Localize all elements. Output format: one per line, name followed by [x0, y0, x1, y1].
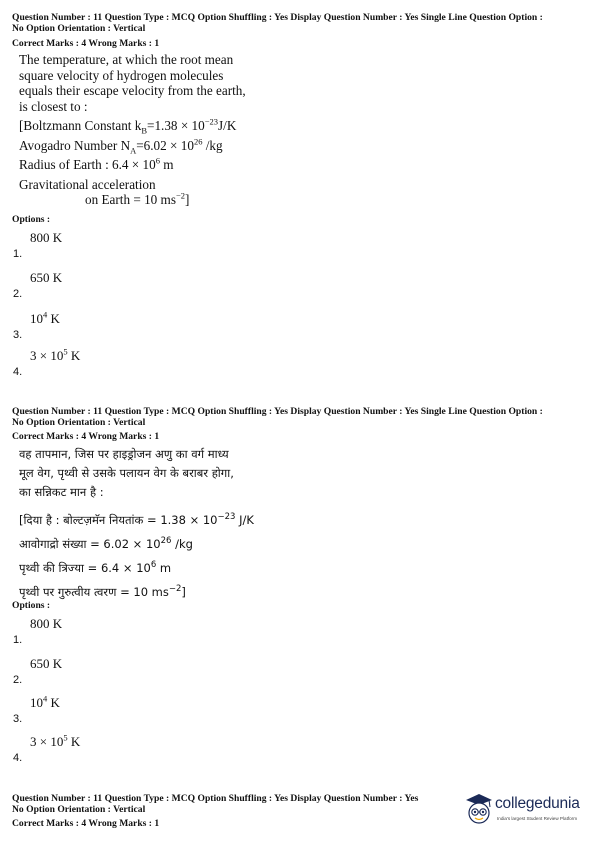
option-2[interactable]	[13, 656, 213, 686]
header-line-1: Question Number : 11 Question Type : MCQ Option Shuffling : Yes Display Question Number : Yes	[12, 793, 419, 804]
options-label: Options :	[12, 600, 51, 611]
gravity-line: पृथ्वी पर गुरुत्वीय त्वरण = 10 $ms^{-2}$]	[19, 584, 186, 599]
avogadro-line: Avogadro Number $N_A=6.02 \times 10^{26}$ /kg	[19, 136, 223, 156]
question-text-english	[19, 52, 246, 208]
option-value: $10^4$ K	[30, 693, 60, 710]
question-line: The temperature, at which the root mean	[19, 52, 234, 67]
option-number: 1.	[13, 248, 23, 260]
header-line-2: No Option Orientation : Vertical	[12, 804, 146, 815]
option-3[interactable]	[13, 695, 213, 725]
avogadro-line: आवोगाद्रो संख्या = $6.02 \times 10^{26}$ /kg	[19, 536, 193, 551]
logo-wordmark: collegedunia	[495, 795, 580, 812]
mascot-icon	[463, 791, 495, 827]
question-line: का सन्निकट मान है :	[19, 485, 104, 499]
question-text-hindi	[19, 445, 254, 604]
option-value: 650 K	[30, 656, 63, 671]
radius-line: Radius of Earth : $6.4 \times 10^6$ m	[19, 155, 174, 172]
question-line: is closest to :	[19, 98, 88, 114]
option-4[interactable]	[13, 734, 213, 764]
option-number: 3.	[13, 329, 23, 341]
option-value: 800 K	[30, 616, 63, 631]
gravity-line-1: Gravitational acceleration	[19, 176, 156, 192]
question-line: equals their escape velocity from the earth,	[19, 83, 246, 98]
option-2[interactable]	[13, 270, 213, 300]
marks-line: Correct Marks : 4 Wrong Marks : 1	[12, 818, 160, 829]
radius-line: पृथ्वी की त्रिज्या = $6.4 \times 10^6$ m	[19, 560, 172, 575]
header-line-1: Question Number : 11 Question Type : MCQ Option Shuffling : Yes Display Question Number : Yes Single Line Question Option :	[12, 12, 543, 23]
option-number: 2.	[13, 288, 23, 300]
option-1[interactable]	[13, 616, 213, 646]
question-line: square velocity of hydrogen molecules	[19, 67, 224, 83]
logo-tagline: India's largest Student Review Platform	[497, 816, 578, 821]
question-line: मूल वेग, पृथ्वी से उसके पलायन वेग के बराबर होगा,	[19, 466, 234, 480]
marks-line: Correct Marks : 4 Wrong Marks : 1	[12, 431, 160, 442]
option-value: 650 K	[30, 270, 63, 285]
option-1[interactable]	[13, 230, 213, 260]
gravity-line-2: on Earth = 10 $ms^{-2}$]	[85, 190, 190, 207]
question-line: वह तापमान, जिस पर हाइड्रोजन अणु का वर्ग माध्य	[19, 447, 229, 461]
header-line-2: No Option Orientation : Vertical	[12, 417, 146, 428]
question-header	[12, 12, 587, 34]
option-3[interactable]	[13, 311, 213, 341]
option-value: $3 \times 10^5$ K	[30, 732, 81, 749]
boltzmann-line: [Boltzmann Constant $k_B=1.38 \times 10^{-23}J/K$	[19, 116, 237, 136]
collegedunia-logo	[463, 789, 588, 831]
question-header	[12, 406, 587, 428]
option-number: 4.	[13, 366, 23, 378]
header-line-1: Question Number : 11 Question Type : MCQ Option Shuffling : Yes Display Question Number : Yes Single Line Question Option :	[12, 406, 543, 417]
option-number: 2.	[13, 674, 23, 686]
option-value: 800 K	[30, 230, 63, 245]
marks-line: Correct Marks : 4 Wrong Marks : 1	[12, 38, 160, 49]
option-4[interactable]	[13, 348, 213, 378]
option-value: $10^4$ K	[30, 309, 60, 326]
boltzmann-line: [दिया है : बोल्टज़मॅन नियतांक = $1.38 \times 10^{-23}$ J/K	[19, 512, 254, 527]
option-number: 3.	[13, 713, 23, 725]
header-line-2: No Option Orientation : Vertical	[12, 23, 146, 34]
option-value: $3 \times 10^5$ K	[30, 346, 81, 363]
option-number: 1.	[13, 634, 23, 646]
option-number: 4.	[13, 752, 23, 764]
question-header	[12, 793, 462, 815]
options-label: Options :	[12, 214, 51, 225]
